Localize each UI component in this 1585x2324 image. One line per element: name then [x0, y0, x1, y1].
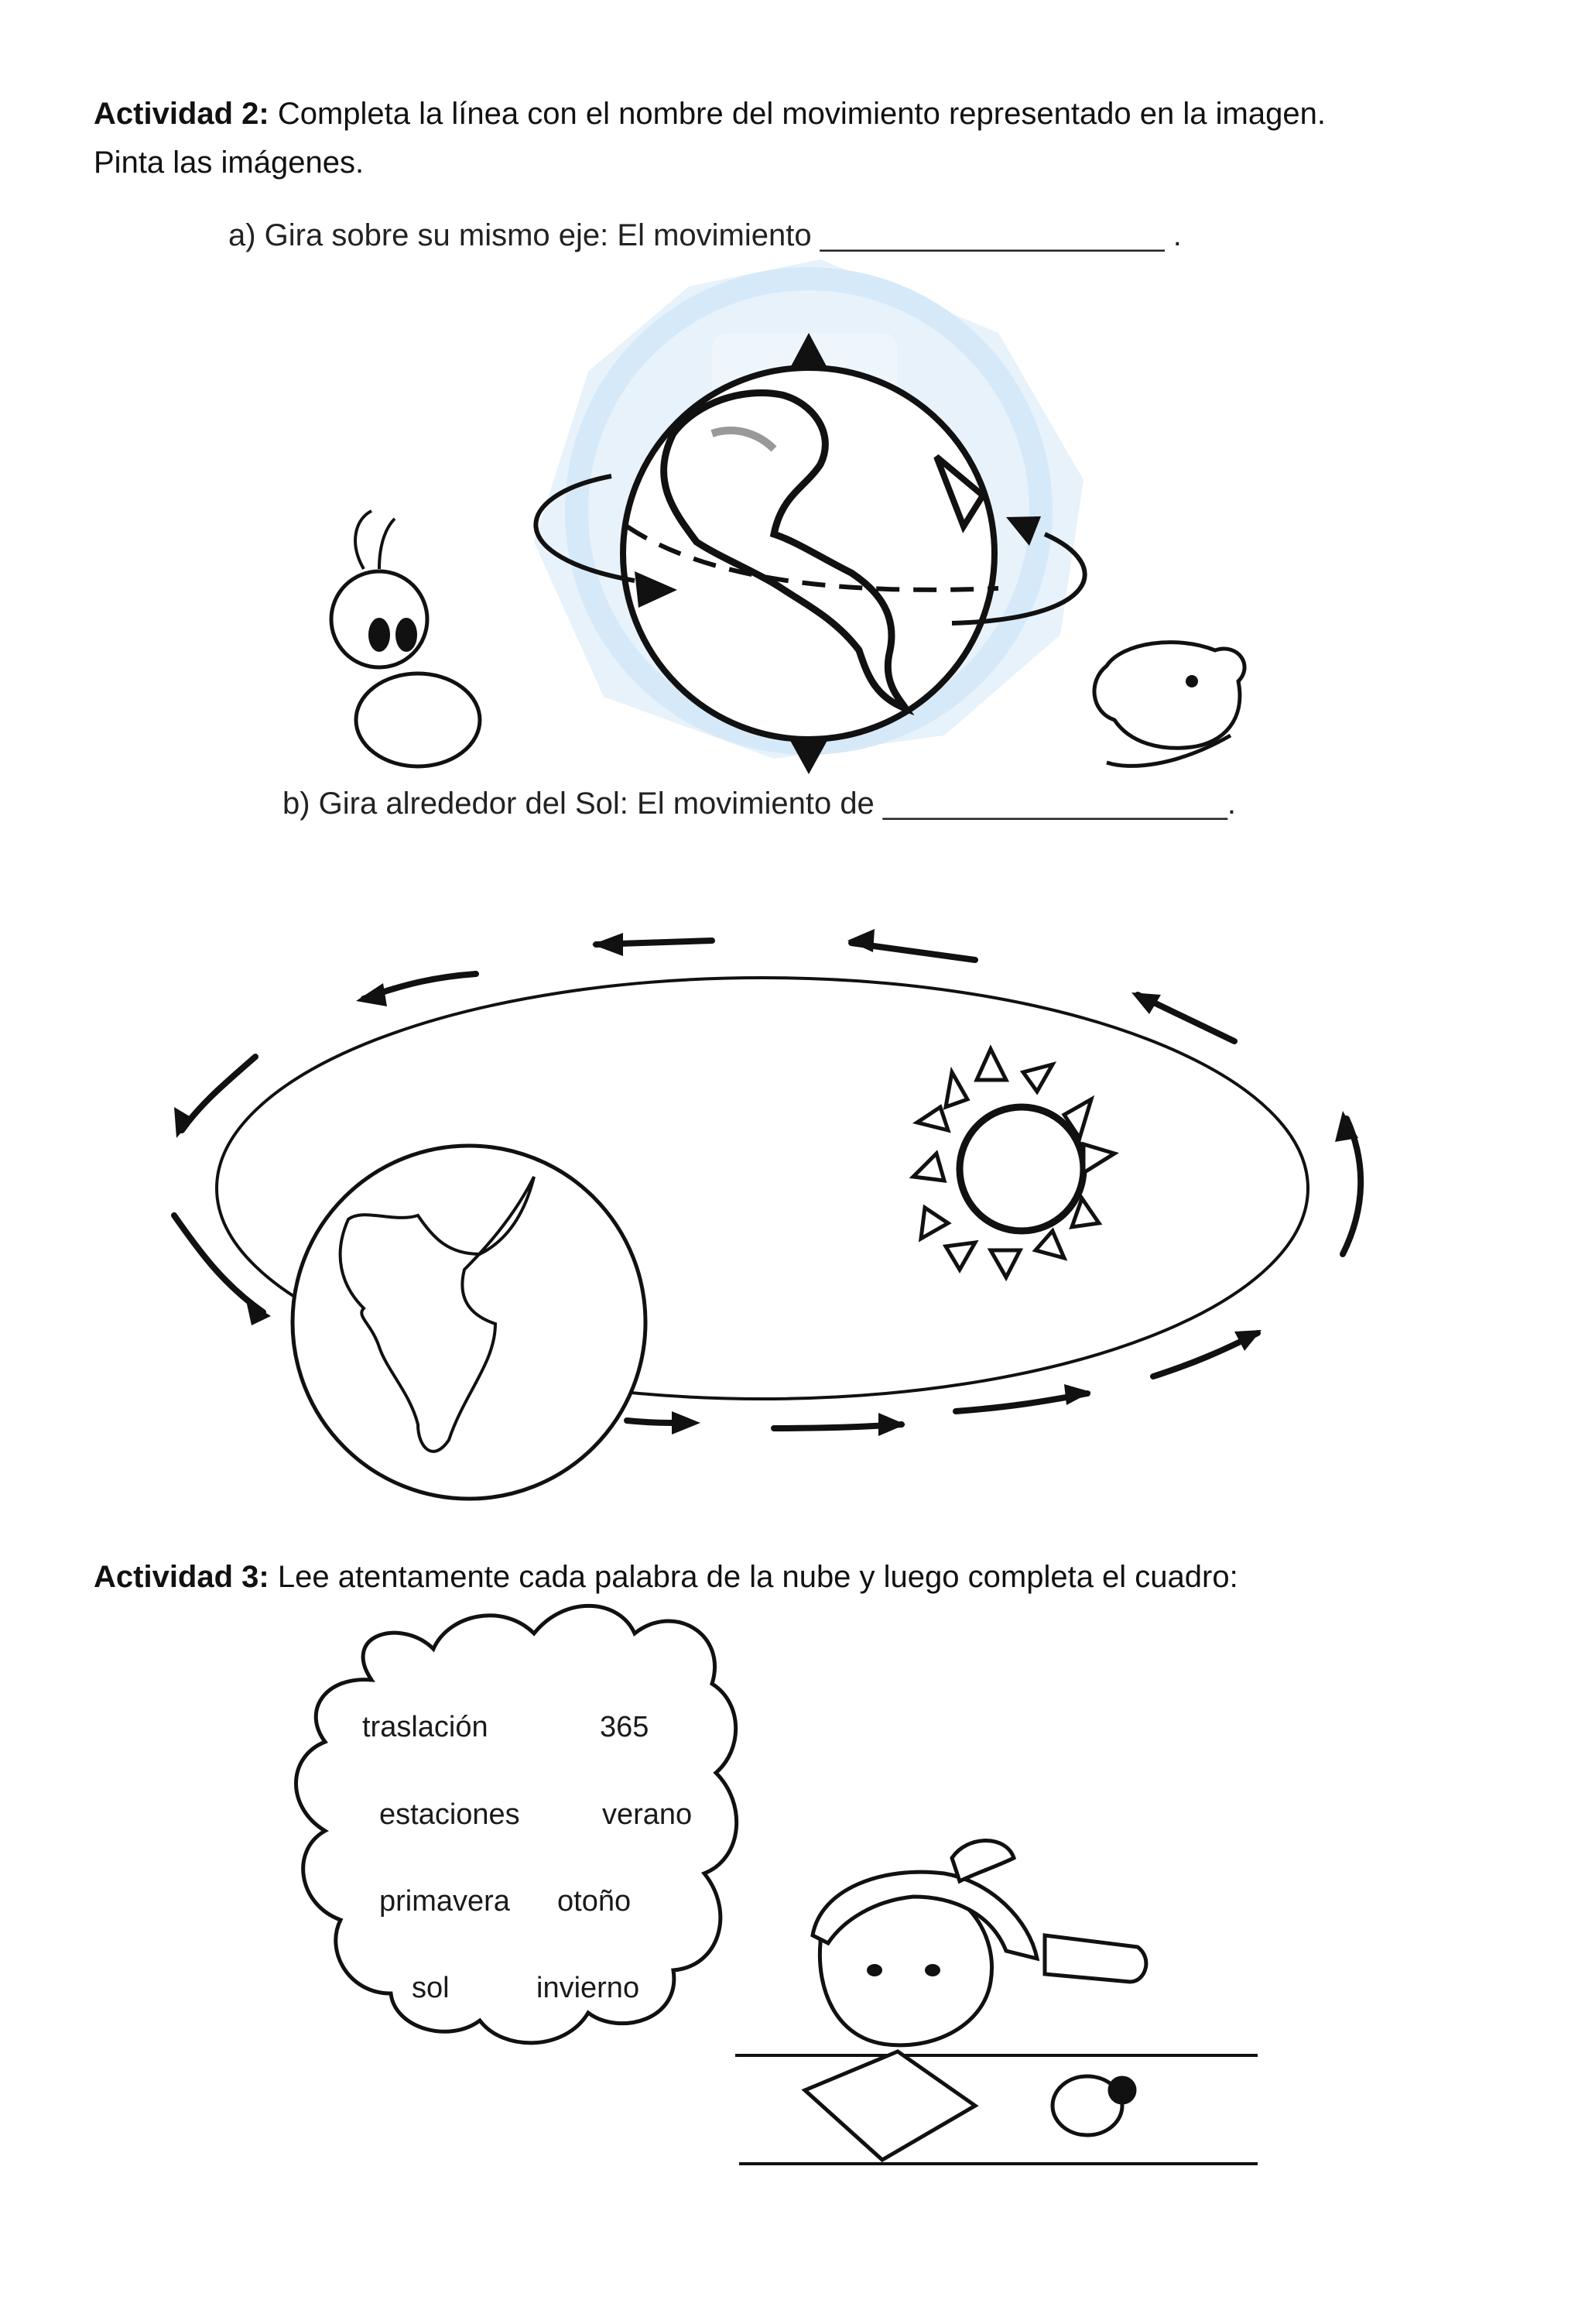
girl-character-icon	[805, 1841, 1146, 2161]
cloud-word-7: sol	[412, 1972, 450, 2004]
cloud-word-8: invierno	[536, 1972, 640, 2004]
activity2-instruction-2: Pinta las imágenes.	[94, 146, 365, 180]
cloud-word-6: otoño	[557, 1885, 632, 1918]
activity3-instruction: Lee atentamente cada palabra de la nube y luego completa el cuadro:	[277, 1560, 1238, 1594]
cloud-word-1: traslación	[362, 1711, 488, 1743]
question-a: a) Gira sobre su mismo eje: El movimiento ____________________ .	[228, 218, 1182, 252]
cloud-word-3: estaciones	[379, 1798, 520, 1831]
cloud-word-2: 365	[600, 1711, 649, 1743]
activity2-instruction: Completa la línea con el nombre del movimiento representado en la imagen.	[277, 97, 1326, 131]
question-b: b) Gira alrededor del Sol: El movimiento de ____________________.	[282, 787, 1236, 821]
activity2-label: Actividad 2:	[94, 97, 269, 131]
cloud-word-5: primavera	[379, 1885, 510, 1918]
cloud-word-4: verano	[602, 1798, 693, 1831]
activity3-label: Actividad 3:	[94, 1560, 269, 1594]
